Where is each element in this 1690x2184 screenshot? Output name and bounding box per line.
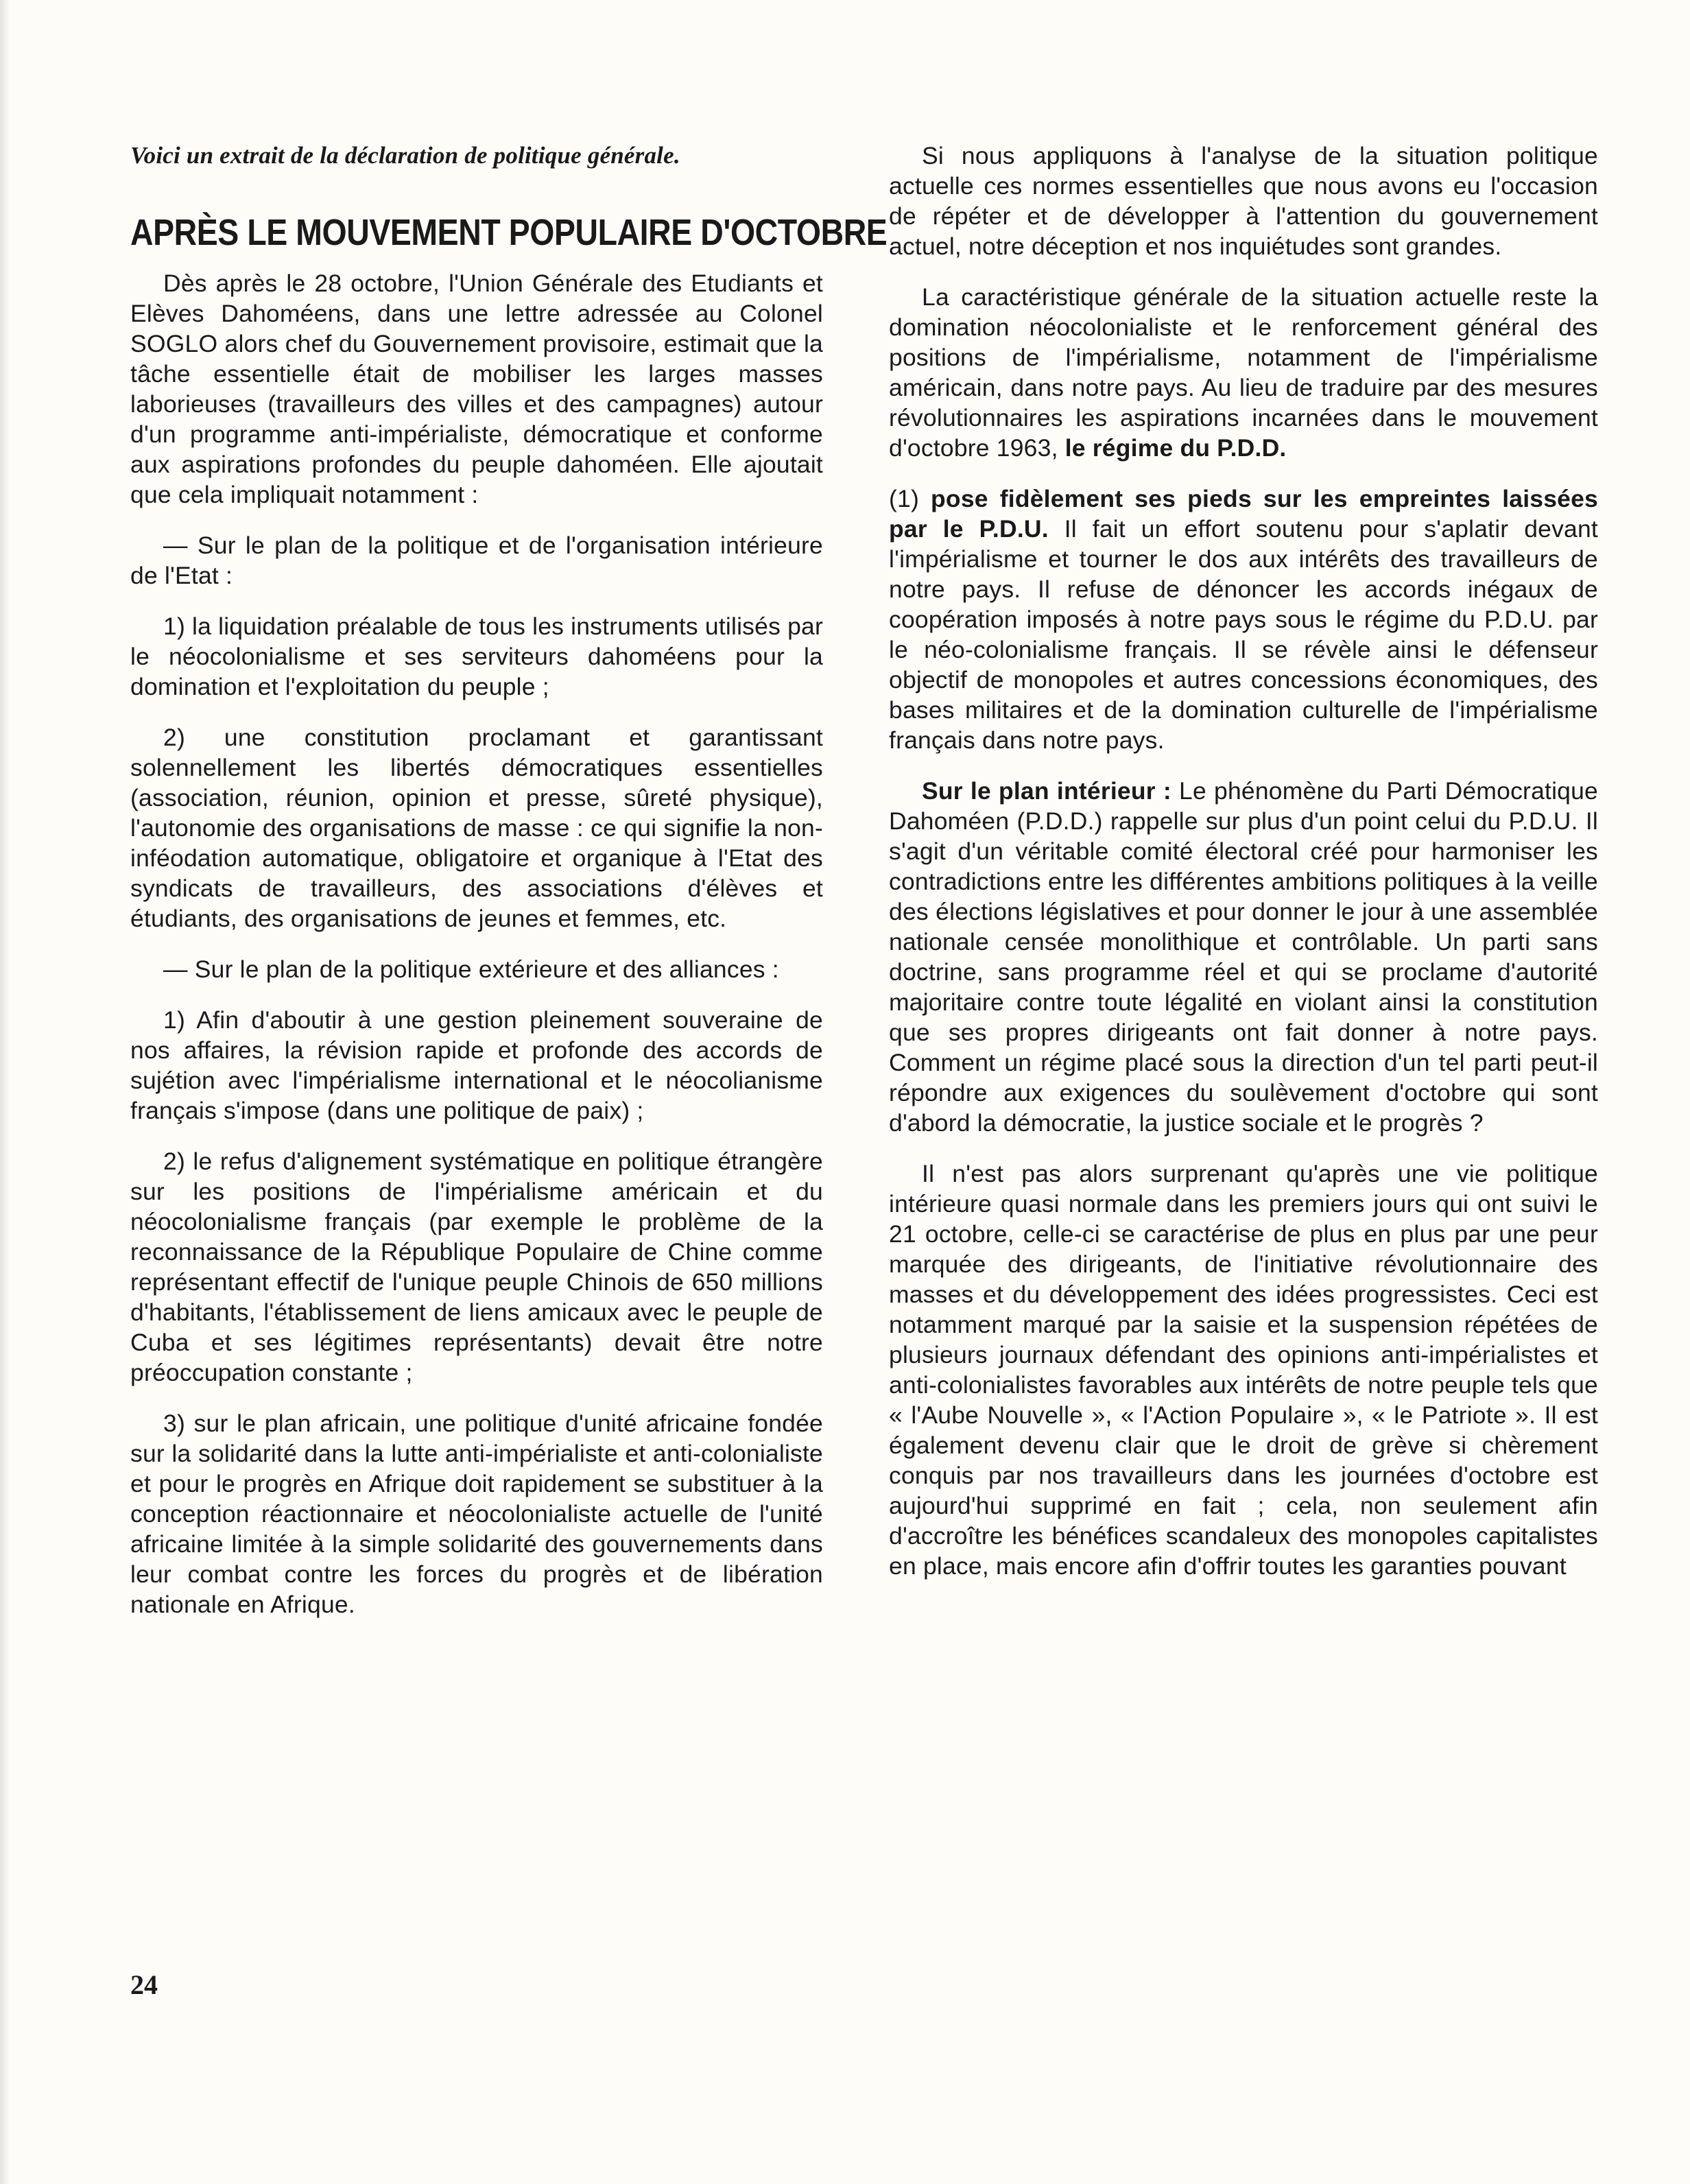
page-edge <box>0 0 10 2184</box>
left-paragraph: 1) la liquidation préalable de tous les instruments utilisés par le néocolonialisme et ses serviteurs dahoméens pour la domination et l'exploitation du peuple ; <box>130 613 823 700</box>
left-paragraph: 2) une constitution proclamant et garantissant solennellement les libertés démocratiques essentielles (association, réunion, opinion et presse, sûreté physique), l'autonomie des organisations de masse : ce qui signifie la non-inféodation automatique, obligatoire et organique à l'Etat des syndicats de travailleurs, des associations d'élèves et étudiants, des organisations de jeunes et femmes, etc. <box>130 724 823 932</box>
left-paragraph: 2) le refus d'alignement systématique en politique étrangère sur les positions de l'impérialisme américain et du néocolonialisme français (par exemple le problème de la reconnaissance de la République Populaire de Chine comme représentant effectif de l'unique peuple Chinois de 650 millions d'habitants, l'établissement de liens amicaux avec le peuple de Cuba et ses légitimes représentants) devait être notre préoccupation constante ; <box>130 1148 823 1386</box>
paragraph-text: Il fait un effort soutenu pour s'aplatir devant l'impérialisme et tourner le dos aux intérêts des travailleurs de notre pays. Il refuse de dénoncer les accords inégaux de coopération imposés à notre pays sous le régime du P.D.U. par le néo-colonialisme français. Il se révèle ainsi le défenseur objectif de monopoles et autres concessions économiques, des bases militaires et de la domination culturelle de l'impérialisme français dans notre pays. <box>889 515 1598 754</box>
left-column <box>130 141 888 1640</box>
right-paragraph-2 <box>889 282 1598 463</box>
bold-phrase: pose fidèlement ses pieds sur les empreintes laissées par le P.D.U. <box>889 485 1598 543</box>
left-paragraph: 1) Afin d'aboutir à une gestion pleinement souveraine de nos affaires, la révision rapide et profonde des accords de sujétion avec l'impérialisme international et le néocolianisme français s'impose (dans une politique de paix) ; <box>130 1006 823 1124</box>
paragraph-text: La caractéristique générale de la situation actuelle reste la domination néocolonialiste et le renforcement général des positions de l'impérialisme, notamment de l'impérialisme américain, dans notre pays. Au lieu de traduire par des mesures révolutionnaires les aspirations incarnées dans le mouvement d'octobre 1963, <box>889 283 1598 462</box>
left-paragraph: — Sur le plan de la politique extérieure et des alliances : <box>163 956 779 983</box>
left-paragraph: 3) sur le plan africain, une politique d'unité africaine fondée sur la solidarité dans la lutte anti-impérialiste et anti-colonialiste et pour le progrès en Afrique doit rapidement se substituer à la conception réactionnaire et néocolonialiste actuelle de l'unité africaine limitée à la simple solidarité des gouvernements dans leur combat contre les forces du progrès et de libération nationale en Afrique. <box>130 1410 823 1618</box>
paragraph-text: Le phénomène du Parti Démocratique Dahoméen (P.D.D.) rappelle sur plus d'un point celui du P.D.U. Il s'agit d'un véritable comité électoral créé pour harmoniser les contradictions entre les différentes ambitions politiques à la veille des élections législatives et pour donner le jour à une assemblée nationale censée monolithique et contrôlable. Un parti sans doctrine, sans programme réel et qui se proclame d'autorité majoritaire contre toute légalité en violant ainsi la constitution que ses propres dirigeants ont fait donner à notre pays. Comment un régime placé sous la direction d'un tel parti peut-il répondre aux exigences du soulèvement d'octobre qui sont d'abord la démocratie, la justice sociale et le progrès ? <box>889 777 1598 1137</box>
bold-phrase: le régime du P.D.D. <box>1064 434 1287 462</box>
paragraph-prefix: (1) <box>889 485 919 512</box>
right-column <box>889 141 1598 1602</box>
bold-phrase: Sur le plan intérieur : <box>922 777 1171 805</box>
left-paragraph: — Sur le plan de la politique et de l'organisation intérieure de l'Etat : <box>130 532 823 589</box>
left-paragraph: Dès après le 28 octobre, l'Union Générale des Etudiants et Elèves Dahoméens, dans une lettre adressée au Colonel SOGLO alors chef du Gouvernement provisoire, estimait que la tâche essentielle était de mobiliser les larges masses laborieuses (travailleurs des villes et des campagnes) autour d'un programme anti-impérialiste, démocratique et conforme aux aspirations profondes du peuple dahoméen. Elle ajoutait que cela impliquait notamment : <box>130 270 823 508</box>
section-heading: APRÈS LE MOUVEMENT POPULAIRE D'OCTOBRE <box>130 212 888 253</box>
intro-text: Voici un extrait de la déclaration de politique générale. <box>130 142 680 169</box>
right-paragraph-5: Il n'est pas alors surprenant qu'après une vie politique intérieure quasi normale dans les premiers jours qui ont suivi le 21 octobre, celle-ci se caractérise de plus en plus par une peur marquée des dirigeants, de l'initiative révolutionnaire des masses et du développement des idées progressistes. Ceci est notamment marqué par la saisie et la suspension répétées de plusieurs journaux défendant des opinions anti-impérialistes et anti-colonialistes favorables aux intérêts de notre peuple tels que « l'Aube Nouvelle », « l'Action Populaire », « le Patriote ». Il est également devenu clair que le droit de grève si chèrement conquis par nos travailleurs dans les journées d'octobre est aujourd'hui supprimé en fait ; cela, non seulement afin d'accroître les bénéfices scandaleux des monopoles capitalistes en place, mais encore afin d'offrir toutes les garanties pouvant <box>889 1160 1598 1580</box>
right-paragraph-3 <box>889 484 1598 755</box>
right-paragraph-1: Si nous appliquons à l'analyse de la situation politique actuelle ces normes essentielles que nous avons eu l'occasion de répéter et de développer à l'attention du gouvernement actuel, notre déception et nos inquiétudes sont grandes. <box>889 142 1598 260</box>
page-number: 24 <box>130 1969 158 2000</box>
right-paragraph-4 <box>889 776 1598 1138</box>
